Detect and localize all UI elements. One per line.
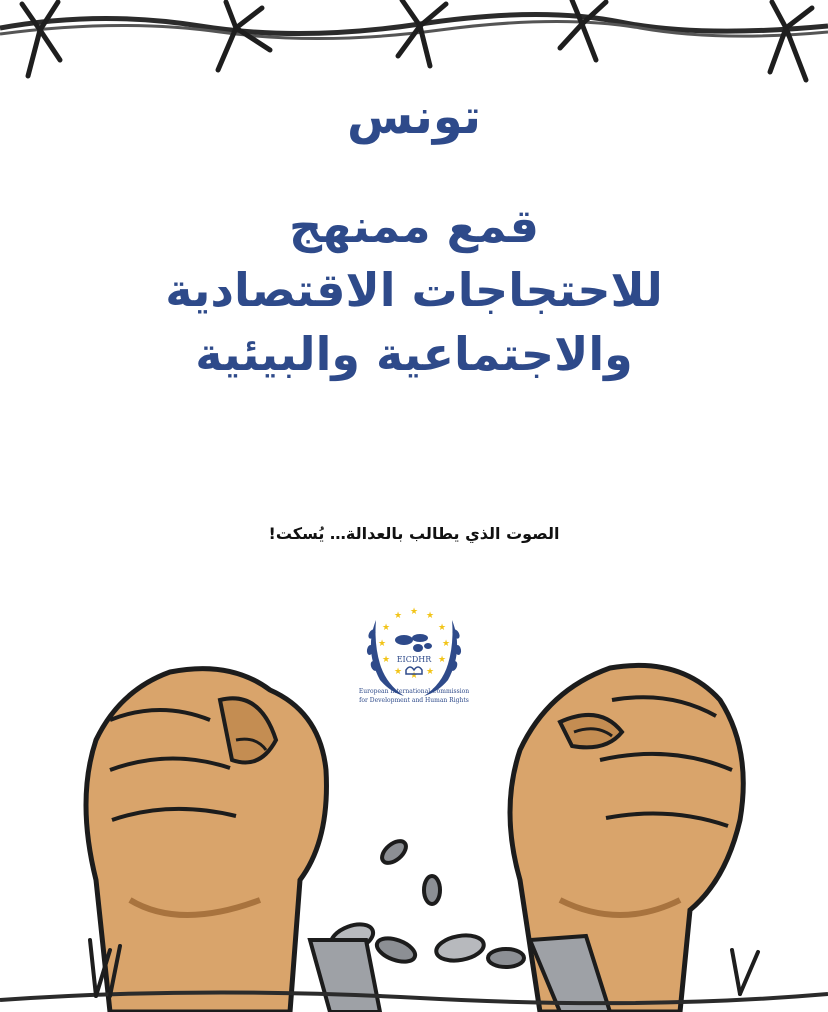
logo-acronym: EICDHR [396, 655, 432, 664]
svg-text:★: ★ [425, 667, 435, 677]
barbed-wire-top [0, 0, 828, 90]
org-name-line-1: European International Commission [358, 688, 470, 695]
svg-text:★: ★ [381, 623, 391, 633]
org-name-line-2: for Development and Human Rights [359, 697, 469, 704]
svg-text:★: ★ [393, 667, 403, 677]
world-map-icon [395, 634, 432, 652]
svg-text:★: ★ [381, 655, 391, 665]
barbed-wire-bottom [0, 900, 828, 1012]
report-title-line-1: قمع ممنهج [288, 199, 539, 253]
svg-text:★: ★ [437, 623, 447, 633]
svg-text:★: ★ [409, 671, 419, 681]
country-title: تونس [347, 89, 481, 145]
report-title-line-3: والاجتماعية والبيئية [195, 327, 633, 381]
svg-text:★: ★ [441, 639, 451, 649]
svg-text:★: ★ [437, 655, 447, 665]
svg-text:★: ★ [377, 639, 387, 649]
tagline: الصوت الذي يطالب بالعدالة… يُسكت! [268, 524, 560, 543]
svg-text:★: ★ [409, 607, 419, 617]
report-title [40, 194, 788, 386]
report-title-line-2: للاحتجاجات الاقتصادية [165, 263, 663, 317]
svg-text:★: ★ [393, 611, 403, 621]
svg-text:★: ★ [425, 611, 435, 621]
